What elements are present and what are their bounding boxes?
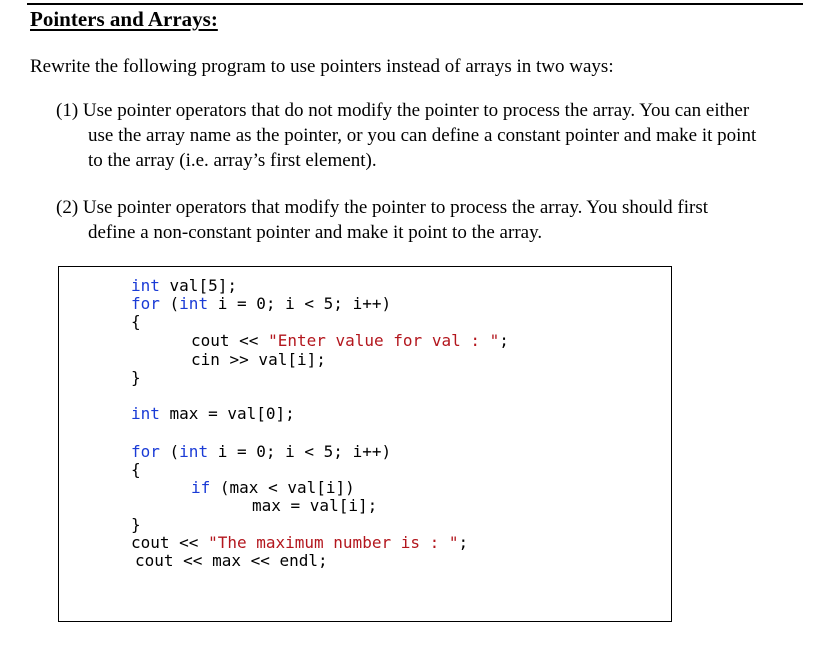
task-number: (2) — [56, 197, 79, 218]
code-keyword: int — [131, 276, 160, 295]
code-keyword: int — [179, 294, 209, 313]
code-line: cout << max << endl; — [135, 551, 328, 570]
code-keyword: int — [131, 404, 160, 423]
code-listing — [58, 266, 672, 622]
code-line: cin >> val[i]; — [191, 350, 326, 369]
code-line: cout << "The maximum number is : "; — [131, 533, 469, 552]
code-string: "The maximum number is : " — [208, 533, 459, 552]
code-line: int max = val[0]; — [131, 404, 295, 423]
code-line: for (int i = 0; i < 5; i++) — [131, 442, 392, 461]
code-string: "Enter value for val : " — [268, 331, 500, 350]
task-2-line-1 — [56, 195, 816, 220]
code-keyword: if — [191, 478, 211, 497]
top-rule — [27, 3, 803, 5]
code-line: } — [131, 368, 141, 387]
task-text: Use pointer operators that do not modify the pointer to process the array. You can either — [82, 100, 750, 121]
task-1-line-2: use the array name as the pointer, or you can define a constant pointer and make it point — [88, 125, 757, 146]
code-line: cout << "Enter value for val : "; — [191, 331, 509, 350]
task-1-line-1 — [56, 98, 816, 123]
code-line: { — [131, 312, 141, 331]
code-line: max = val[i]; — [252, 496, 378, 515]
code-line: } — [131, 515, 141, 534]
code-keyword: int — [179, 442, 209, 461]
code-keyword: for — [131, 442, 160, 461]
code-line: { — [131, 460, 141, 479]
task-text: Use pointer operators that modify the pointer to process the array. You should first — [82, 197, 709, 218]
task-item-1 — [56, 98, 816, 173]
task-item-2 — [56, 195, 816, 245]
code-line: if (max < val[i]) — [191, 478, 355, 497]
task-1-line-3: to the array (i.e. array’s first element). — [88, 150, 377, 171]
code-keyword: for — [131, 294, 160, 313]
page-title: Pointers and Arrays: — [30, 7, 218, 31]
code-line: for (int i = 0; i < 5; i++) — [131, 294, 392, 313]
code-line: int val[5]; — [131, 276, 237, 295]
task-2-line-2: define a non-constant pointer and make it point to the array. — [88, 222, 543, 243]
task-number: (1) — [56, 100, 79, 121]
intro-paragraph: Rewrite the following program to use pointers instead of arrays in two ways: — [30, 56, 614, 77]
